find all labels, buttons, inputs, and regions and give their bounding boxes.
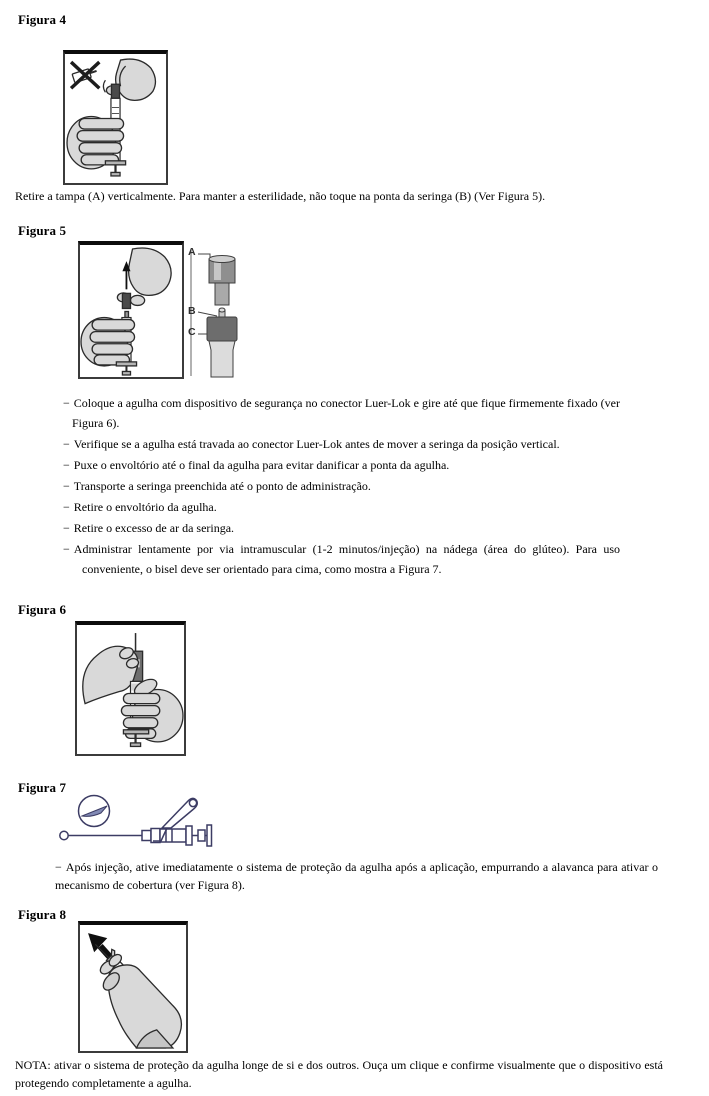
luer-connector-drawing <box>186 825 212 846</box>
part-label-b: B <box>188 305 196 317</box>
bullet-marker: − <box>63 396 70 410</box>
bullet-marker: − <box>63 458 70 472</box>
list-item <box>63 455 620 475</box>
figure5-left-drawing <box>80 245 182 377</box>
lower-hand-drawing <box>81 318 135 366</box>
figure6-drawing <box>77 625 184 754</box>
bullet-marker: − <box>63 542 70 556</box>
luer-collar-drawing <box>207 317 237 377</box>
note-text: NOTA: ativar o sistema de proteção da agulha longe de si e dos outros. Ouça um clique e confirme visualmente que o dispositivo está protegendo completamente a agulha. <box>15 1058 663 1090</box>
list-item-text: Transporte a seringa preenchida até o ponto de administração. <box>73 479 371 493</box>
list-item <box>63 518 620 538</box>
list-item-text: Verifique se a agulha está travada ao conector Luer-Lok antes de mover a seringa da posição vertical. <box>73 437 560 451</box>
list-item-text: Administrar lentamente por via intramuscular (1-2 minutos/injeção) na nádega (área do glúteo). Para uso conveniente, o bisel deve ser orientado para cima, como mostra a Figura 7. <box>73 542 620 576</box>
figure8-illustration <box>78 921 188 1053</box>
figure7-caption <box>55 858 658 894</box>
list-item-text: Puxe o envoltório até o final da agulha para evitar danificar a ponta da agulha. <box>73 458 450 472</box>
figure4-title: Figura 4 <box>18 12 67 27</box>
part-label-a: A <box>188 246 196 258</box>
needle-parts-drawing <box>188 244 246 379</box>
figure7-title: Figura 7 <box>18 780 67 795</box>
syringe-cap <box>111 84 119 98</box>
bullet-marker: − <box>55 860 62 874</box>
figure5-left-illustration <box>78 241 184 379</box>
list-item <box>63 539 620 579</box>
list-item <box>63 434 620 454</box>
crossed-out-icon <box>71 62 99 88</box>
list-item <box>63 497 620 517</box>
needle-tip-circle <box>60 831 68 839</box>
list-item-text: Coloque a agulha com dispositivo de segurança no conector Luer-Lok e gire até que fique firmemente fixado (ver Figura 6). <box>72 396 620 430</box>
list-item <box>63 476 620 496</box>
figure7-illustration <box>54 792 216 852</box>
bullet-marker: − <box>63 521 70 535</box>
syringe-cap <box>122 293 130 308</box>
instruction-list <box>63 393 620 580</box>
figure6-title: Figura 6 <box>18 602 67 617</box>
figure4-illustration <box>63 50 168 185</box>
bullet-marker: − <box>63 479 70 493</box>
figure7-caption-text: Após injeção, ative imediatamente o sistema de proteção da agulha após a aplicação, empurrando a alavanca para ativar o mecanismo de cobertura (ver Figura 8). <box>55 860 658 892</box>
magnifier-circle <box>79 796 110 827</box>
safety-needle-drawing <box>54 792 216 852</box>
figure4-drawing <box>65 54 166 183</box>
syringe-tip-drawing <box>219 308 225 317</box>
bullet-marker: − <box>63 500 70 514</box>
figure5-right-illustration <box>188 244 246 379</box>
list-item-text: Retire o envoltório da agulha. <box>73 500 217 514</box>
list-item <box>63 393 620 433</box>
figure6-illustration <box>75 621 186 756</box>
gloved-hand-drawing <box>98 952 182 1048</box>
part-label-c: C <box>188 326 196 338</box>
figure8-drawing <box>80 925 186 1051</box>
bullet-marker: − <box>63 437 70 451</box>
needle-shield-drawing <box>209 256 235 306</box>
figure4-caption: Retire a tampa (A) verticalmente. Para manter a esterilidade, não toque na ponta da seringa (B) (Ver Figura 5). <box>15 189 546 203</box>
figure8-title: Figura 8 <box>18 907 67 922</box>
figure5-title: Figura 5 <box>18 223 67 238</box>
list-item-text: Retire o excesso de ar da seringa. <box>73 521 235 535</box>
